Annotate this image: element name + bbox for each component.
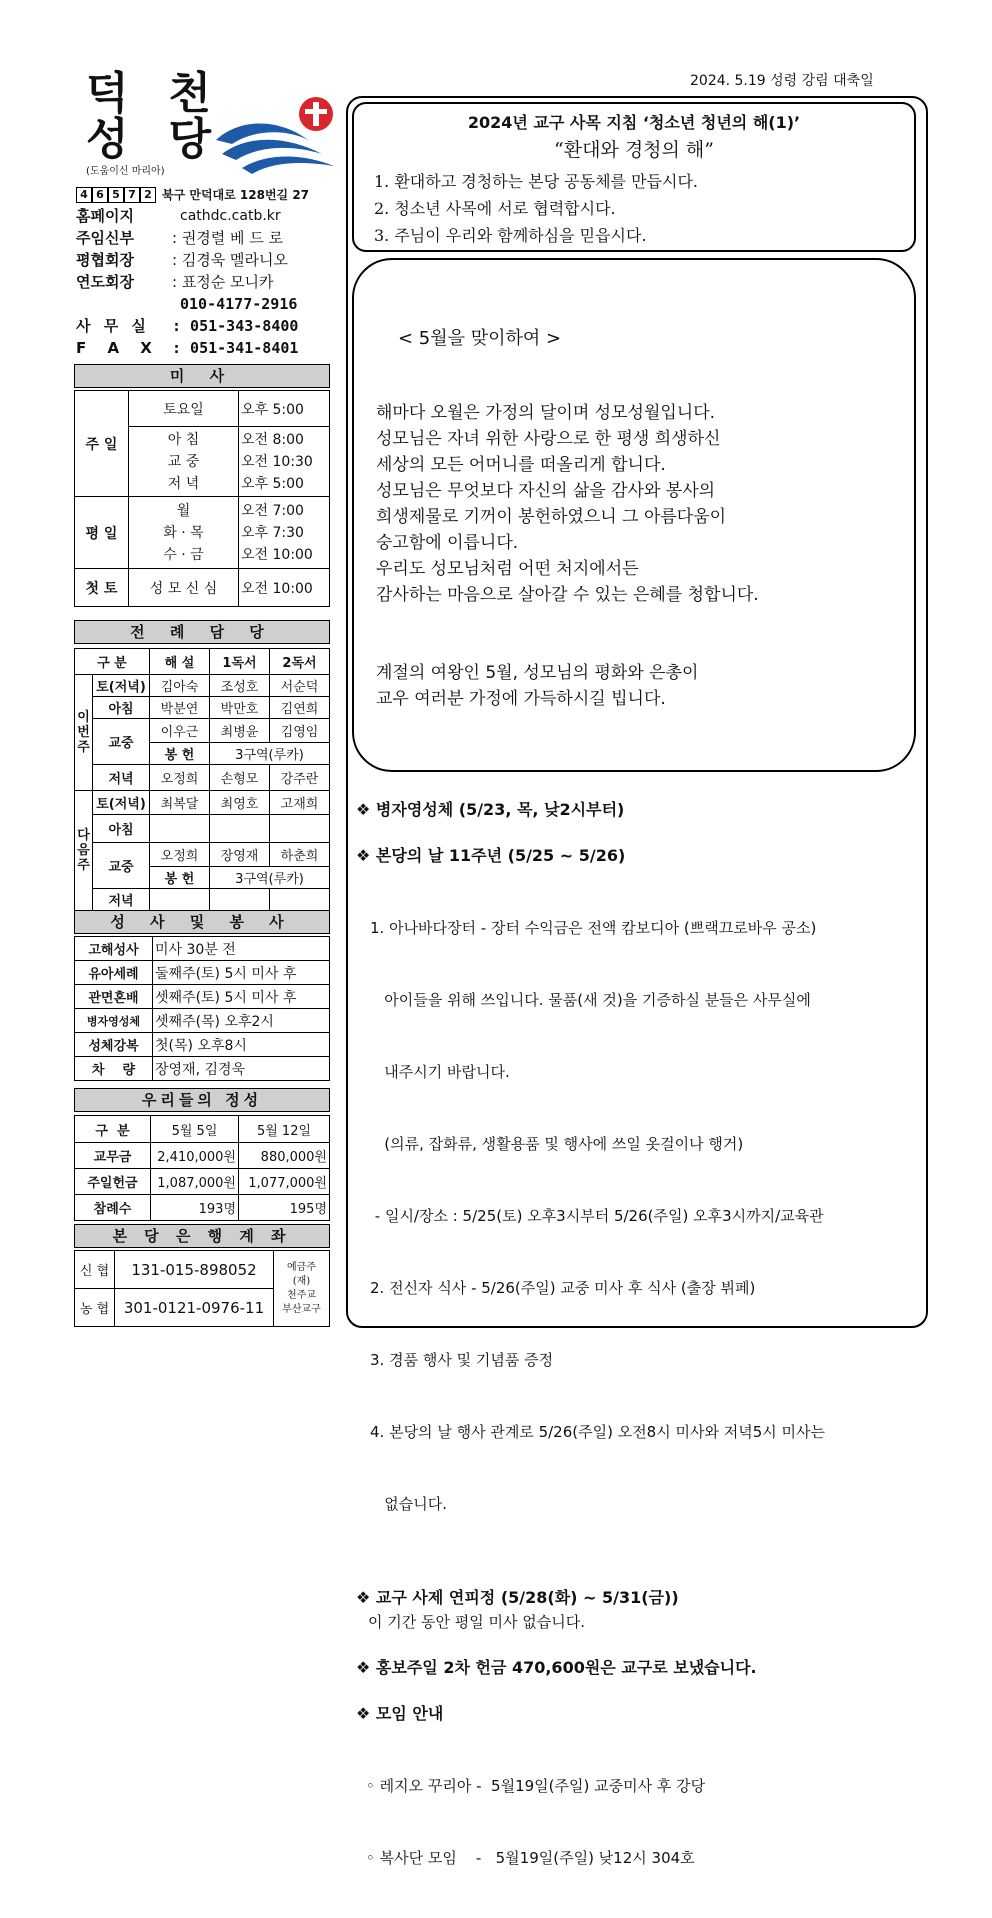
sacraments-section-title: 성 사 및 봉 사 bbox=[74, 910, 330, 934]
this-week-label: 이번주 bbox=[75, 675, 93, 791]
offering-row-name: 주일헌금 bbox=[75, 1169, 151, 1195]
news-item-body: ◦ 레지오 꾸리아 - 5월19일(주일) 교중미사 후 강당 ◦ 복사단 모임 - 5월19일(주일) 낮12시 304호 bbox=[366, 1777, 706, 1867]
policy-item: 1. 환대하고 경청하는 본당 공동체를 만듭시다. bbox=[374, 172, 698, 191]
mass-sunday-times: 오전 8:00 오전 10:30 오후 5:00 bbox=[239, 427, 330, 497]
liturgy-cell: 김아숙 bbox=[150, 675, 210, 697]
offering-value: 193명 bbox=[151, 1195, 239, 1221]
info-office: 사 무 실 : 051-343-8400 bbox=[76, 317, 299, 335]
liturgy-cell: 장영재 bbox=[210, 843, 270, 867]
address-line bbox=[76, 186, 309, 203]
bulletin-date: 2024. 5.19 성령 강림 대축일 bbox=[690, 73, 874, 89]
liturgy-cell: 박만호 bbox=[210, 697, 270, 719]
liturgy-table bbox=[74, 648, 330, 911]
sacrament-value: 셋째주(토) 5시 미사 후 bbox=[153, 985, 330, 1009]
diamond-bullet-icon: ❖ bbox=[356, 1658, 371, 1677]
offering-header: 5월 12일 bbox=[239, 1116, 330, 1143]
news-item-title: ❖ 본당의 날 11주년 (5/25 ~ 5/26) bbox=[356, 846, 626, 865]
church-name-line2: 성 당 bbox=[86, 114, 212, 165]
sacrament-name: 유아세례 bbox=[75, 961, 153, 985]
policy-item: 3. 주님이 우리와 함께하심을 믿읍시다. bbox=[374, 226, 647, 245]
sacrament-value: 셋째주(목) 오후2시 bbox=[153, 1009, 330, 1033]
liturgy-slot: 교중 bbox=[93, 843, 150, 889]
policy-box bbox=[352, 102, 916, 252]
offering-value: 3구역(루카) bbox=[210, 743, 330, 765]
sacrament-value: 둘째주(토) 5시 미사 후 bbox=[153, 961, 330, 985]
liturgy-header: 해 설 bbox=[150, 649, 210, 675]
diamond-bullet-icon: ❖ bbox=[356, 846, 371, 865]
news-item-title: ❖ 홍보주일 2차 헌금 470,600원은 교구로 보냈습니다. bbox=[356, 1658, 757, 1677]
liturgy-header: 구 분 bbox=[75, 649, 150, 675]
offering-header: 5월 5일 bbox=[151, 1116, 239, 1143]
liturgy-cell: 최복달 bbox=[150, 791, 210, 815]
next-week-label: 다음주 bbox=[75, 791, 93, 911]
policy-subtitle: “환대와 경청의 해” bbox=[554, 139, 714, 161]
bank-name: 신 협 bbox=[75, 1251, 115, 1289]
sacrament-name: 고해성사 bbox=[75, 937, 153, 961]
offering-header: 구 분 bbox=[75, 1116, 151, 1143]
liturgy-slot: 아침 bbox=[93, 697, 150, 719]
liturgy-slot: 저녁 bbox=[93, 765, 150, 791]
offerings-table bbox=[74, 1115, 330, 1221]
liturgy-header: 1독서 bbox=[210, 649, 270, 675]
news-item-body: 1. 아나바다장터 - 장터 수익금은 전액 캄보디아 (쁘랙끄로바우 공소) 아이들을 위해 쓰입니다. 물품(새 것)을 기증하실 분들은 사무실에 내주시기 바랍니다. (의류, 잡화류, 생활용품 및 행사에 쓰일 옷걸이나 행거) - 일시/장소 : 5/25(토) 오후3시부터 5/26(주일) 오후3시까지/교육관 2. 전신자 식사 - 5/26(주일) 교중 미사 후 식사 (출장 뷔페) 3. 경품 행사 및 기념품 증정 4. 본당의 날 행사 관계로 5/26(주일) 오전8시 미사와 저녁5시 미사는 없습니다. bbox=[370, 919, 825, 1513]
postal-digit: 5 bbox=[108, 187, 124, 203]
liturgy-cell bbox=[210, 815, 270, 843]
offering-label: 봉 헌 bbox=[150, 867, 210, 889]
message-paragraph-2: 계절의 여왕인 5월, 성모님의 평화와 은총이 교우 여러분 가정에 가득하시길 빕니다. bbox=[376, 663, 699, 709]
info-homepage: 홈페이지 cathdc.catb.kr bbox=[76, 207, 281, 225]
offering-value: 3구역(루카) bbox=[210, 867, 330, 889]
bank-name: 농 협 bbox=[75, 1289, 115, 1327]
liturgy-cell: 최영호 bbox=[210, 791, 270, 815]
liturgy-slot: 토(저녁) bbox=[93, 791, 150, 815]
liturgy-cell: 조성호 bbox=[210, 675, 270, 697]
liturgy-cell: 강주란 bbox=[270, 765, 330, 791]
info-phone: 010-4177-2916 bbox=[180, 295, 298, 313]
liturgy-cell: 손형모 bbox=[210, 765, 270, 791]
liturgy-cell: 하춘희 bbox=[270, 843, 330, 867]
info-fax: F A X : 051-341-8401 bbox=[76, 339, 299, 357]
sacrament-value: 첫(목) 오후8시 bbox=[153, 1033, 330, 1057]
news-item-title: ❖ 병자영성체 (5/23, 목, 낮2시부터) bbox=[356, 800, 625, 819]
offerings-section-title: 우리들의 정성 bbox=[74, 1088, 330, 1112]
news-section bbox=[356, 798, 916, 1918]
liturgy-header: 2독서 bbox=[270, 649, 330, 675]
liturgy-cell bbox=[270, 889, 330, 911]
sacrament-value: 미사 30분 전 bbox=[153, 937, 330, 961]
mass-name: 성 모 신 심 bbox=[129, 569, 239, 607]
mass-name: 토요일 bbox=[129, 391, 239, 427]
account-holder: 예금주 (재) 천주교 부산교구 bbox=[274, 1251, 330, 1327]
liturgy-cell: 김연희 bbox=[270, 697, 330, 719]
mass-weekday-times: 오전 7:00 오후 7:30 오전 10:00 bbox=[239, 497, 330, 569]
news-item-title: ❖ 교구 사제 연피정 (5/28(화) ~ 5/31(금)) bbox=[356, 1588, 679, 1607]
liturgy-cell: 박분연 bbox=[150, 697, 210, 719]
church-subtitle: (도움이신 마리아) bbox=[86, 166, 165, 177]
mass-group-sunday: 주 일 bbox=[75, 391, 129, 497]
sacrament-name: 성체강복 bbox=[75, 1033, 153, 1057]
sacrament-name: 차 량 bbox=[75, 1057, 153, 1081]
liturgy-cell bbox=[210, 889, 270, 911]
liturgy-cell: 이우근 bbox=[150, 719, 210, 743]
mass-time: 오후 5:00 bbox=[239, 391, 330, 427]
mass-group-first-saturday: 첫 토 bbox=[75, 569, 129, 607]
info-prayer-president: 연도회장 : 표정순 모니카 bbox=[76, 273, 274, 291]
liturgy-cell bbox=[270, 815, 330, 843]
message-box bbox=[352, 258, 916, 772]
postal-digit: 2 bbox=[140, 187, 156, 203]
church-name-line1: 덕 천 bbox=[86, 68, 212, 119]
postal-digit: 6 bbox=[92, 187, 108, 203]
liturgy-cell: 김영임 bbox=[270, 719, 330, 743]
offering-value: 1,087,000원 bbox=[151, 1169, 239, 1195]
address-text: 북구 만덕대로 128번길 27 bbox=[162, 188, 310, 202]
liturgy-slot: 교중 bbox=[93, 719, 150, 765]
postal-digit: 4 bbox=[76, 187, 92, 203]
liturgy-cell: 최병윤 bbox=[210, 719, 270, 743]
policy-item: 2. 청소년 사목에 서로 협력합시다. bbox=[374, 199, 616, 218]
mass-section-title: 미 사 bbox=[74, 364, 330, 388]
offering-value: 880,000원 bbox=[239, 1143, 330, 1169]
diamond-bullet-icon: ❖ bbox=[356, 1588, 371, 1607]
church-logo-icon bbox=[212, 96, 340, 176]
church-info bbox=[76, 205, 336, 359]
mass-time: 오전 10:00 bbox=[239, 569, 330, 607]
liturgy-section-title: 전 례 담 당 bbox=[74, 620, 330, 644]
bank-table bbox=[74, 1250, 330, 1327]
mass-sunday-names: 아 침 교 중 저 녁 bbox=[129, 427, 239, 497]
offering-value: 195명 bbox=[239, 1195, 330, 1221]
sacrament-value: 장영재, 김경욱 bbox=[153, 1057, 330, 1081]
policy-list bbox=[374, 168, 914, 249]
liturgy-slot: 아침 bbox=[93, 815, 150, 843]
mass-weekday-names: 월 화 · 목 수 · 금 bbox=[129, 497, 239, 569]
liturgy-cell: 오정희 bbox=[150, 843, 210, 867]
info-pastor: 주임신부 : 권경렬 베 드 로 bbox=[76, 229, 284, 247]
mass-table bbox=[74, 390, 330, 607]
news-item-title: ❖ 모임 안내 bbox=[356, 1704, 444, 1723]
sacrament-name: 병자영성체 bbox=[75, 1009, 153, 1033]
bank-account: 301-0121-0976-11 bbox=[115, 1289, 274, 1327]
bank-account: 131-015-898052 bbox=[115, 1251, 274, 1289]
offering-value: 1,077,000원 bbox=[239, 1169, 330, 1195]
liturgy-cell bbox=[150, 889, 210, 911]
liturgy-cell: 오정희 bbox=[150, 765, 210, 791]
diamond-bullet-icon: ❖ bbox=[356, 800, 371, 819]
liturgy-slot: 토(저녁) bbox=[93, 675, 150, 697]
offering-label: 봉 헌 bbox=[150, 743, 210, 765]
liturgy-cell: 고재희 bbox=[270, 791, 330, 815]
sacrament-name: 관면혼배 bbox=[75, 985, 153, 1009]
offering-row-name: 교무금 bbox=[75, 1143, 151, 1169]
liturgy-slot: 저녁 bbox=[93, 889, 150, 911]
liturgy-cell bbox=[150, 815, 210, 843]
message-title: < 5월을 맞이하여 > bbox=[398, 328, 562, 349]
diamond-bullet-icon: ❖ bbox=[356, 1704, 371, 1723]
bank-section-title: 본 당 은 행 계 좌 bbox=[74, 1224, 330, 1248]
liturgy-cell: 서순덕 bbox=[270, 675, 330, 697]
postal-digit: 7 bbox=[124, 187, 140, 203]
message-paragraph-1: 해마다 오월은 가정의 달이며 성모성월입니다. 성모님은 자녀 위한 사랑으로 한 평생 희생하신 세상의 모든 어머니를 떠올리게 합니다. 성모님은 무엇보다 자신의 삶을 감사와 봉사의 희생제물로 기꺼이 봉헌하였으니 그 아름다움이 숭고함에 이릅니다. 우리도 성모님처럼 어떤 처지에서든 감사하는 마음으로 살아갈 수 있는 은혜를 청합니다. bbox=[376, 403, 759, 605]
policy-title: 2024년 교구 사목 지침 ‘청소년 청년의 해(1)’ bbox=[467, 113, 801, 132]
info-council-president: 평협회장 : 김경욱 멜라니오 bbox=[76, 251, 289, 269]
offering-value: 2,410,000원 bbox=[151, 1143, 239, 1169]
offering-row-name: 참례수 bbox=[75, 1195, 151, 1221]
news-item-body: 이 기간 동안 평일 미사 없습니다. bbox=[368, 1613, 585, 1631]
sacraments-table bbox=[74, 936, 330, 1081]
mass-group-weekday: 평 일 bbox=[75, 497, 129, 569]
